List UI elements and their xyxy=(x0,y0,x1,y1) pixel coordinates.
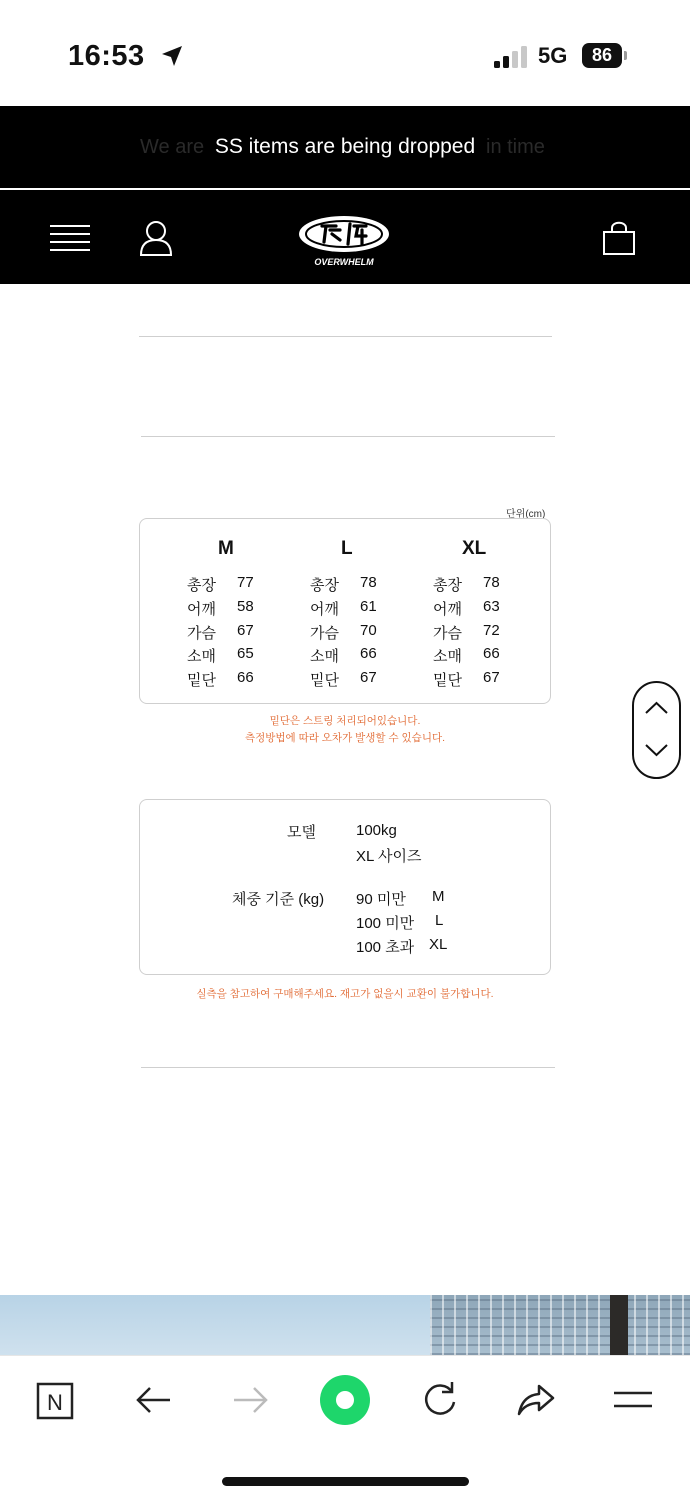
measure-label: 소매 xyxy=(187,648,216,665)
measure-value: 66 xyxy=(237,669,254,686)
measure-label: 총장 xyxy=(310,577,339,594)
naver-label: N xyxy=(47,1390,63,1415)
measure-value: 61 xyxy=(360,598,377,615)
model-info-box xyxy=(139,799,551,975)
measure-value: 65 xyxy=(237,645,254,662)
signal-icon xyxy=(494,46,528,68)
home-indicator[interactable] xyxy=(222,1477,469,1486)
measure-value: 67 xyxy=(483,669,500,686)
location-arrow-icon xyxy=(160,44,184,68)
weight-range: 90 미만 xyxy=(356,891,406,908)
size-note-line: 측정방법에 따라 오차가 발생할 수 있습니다. xyxy=(244,732,446,744)
network-type: 5G xyxy=(538,43,568,68)
size-heading-m: M xyxy=(218,538,234,559)
measure-label: 가슴 xyxy=(310,625,339,642)
content-divider xyxy=(141,1067,555,1068)
logo-text: OVERWHELM xyxy=(314,257,374,267)
announcement-bar[interactable] xyxy=(0,106,690,189)
photo-building-dark xyxy=(610,1295,628,1355)
measure-label: 어깨 xyxy=(187,601,216,618)
share-icon[interactable] xyxy=(515,1378,559,1422)
weight-range: 100 미만 xyxy=(356,915,415,932)
measure-value: 77 xyxy=(237,574,254,591)
model-size: XL 사이즈 xyxy=(356,848,422,865)
status-bar xyxy=(0,0,690,106)
weight-range: 100 초과 xyxy=(356,939,415,956)
weight-size: L xyxy=(435,912,444,929)
purchase-note: 실측을 참고하여 구매해주세요. 재고가 없을시 교환이 불가합니다. xyxy=(196,988,494,1000)
status-time: 16:53 xyxy=(68,40,145,72)
measure-label: 가슴 xyxy=(433,625,462,642)
weight-size: XL xyxy=(429,936,448,953)
measure-value: 78 xyxy=(483,574,500,591)
model-weight: 100kg xyxy=(356,822,397,839)
measure-value: 63 xyxy=(483,598,500,615)
measure-label: 소매 xyxy=(433,648,462,665)
size-note-line: 밑단은 스트링 처리되어있습니다. xyxy=(269,715,421,727)
measure-label: 어깨 xyxy=(310,601,339,618)
announcement-next-text: in time xyxy=(486,136,545,158)
measure-label: 밑단 xyxy=(310,672,339,689)
cart-icon[interactable] xyxy=(602,218,636,256)
green-dot-icon[interactable] xyxy=(319,1374,371,1426)
model-label: 모델 xyxy=(287,824,316,841)
measure-value: 66 xyxy=(360,645,377,662)
measure-value: 67 xyxy=(360,669,377,686)
size-heading-l: L xyxy=(341,538,353,559)
size-heading-xl: XL xyxy=(462,538,487,559)
reload-icon[interactable] xyxy=(418,1378,462,1422)
user-icon[interactable] xyxy=(139,220,173,256)
content-divider xyxy=(141,436,555,437)
unit-label: 단위(cm) xyxy=(506,509,546,520)
measure-label: 밑단 xyxy=(187,672,216,689)
chevron-down-icon[interactable] xyxy=(634,729,679,774)
weight-size: M xyxy=(432,888,445,905)
more-menu-icon[interactable] xyxy=(612,1378,656,1422)
site-header xyxy=(0,190,690,284)
measure-label: 가슴 xyxy=(187,625,216,642)
forward-arrow-icon[interactable] xyxy=(228,1378,272,1422)
back-arrow-icon[interactable] xyxy=(132,1378,176,1422)
naver-icon[interactable] xyxy=(34,1378,78,1422)
measure-label: 총장 xyxy=(433,577,462,594)
scroll-control xyxy=(632,681,681,779)
measure-value: 66 xyxy=(483,645,500,662)
measure-label: 밑단 xyxy=(433,672,462,689)
battery-tip xyxy=(624,51,627,60)
announcement-prev-text: We are xyxy=(140,136,205,158)
photo-building xyxy=(430,1295,690,1355)
size-notes xyxy=(0,713,690,747)
announcement-text: SS items are being dropped xyxy=(214,135,476,158)
size-chart xyxy=(139,518,551,704)
weight-guide-label: 체중 기준 (kg) xyxy=(232,891,325,908)
battery-indicator: 86 xyxy=(582,43,622,68)
measure-value: 72 xyxy=(483,622,500,639)
content-divider xyxy=(139,336,552,337)
measure-label: 소매 xyxy=(310,648,339,665)
chevron-up-icon[interactable] xyxy=(634,685,679,730)
product-photo xyxy=(0,1295,690,1355)
measure-value: 78 xyxy=(360,574,377,591)
measure-value: 58 xyxy=(237,598,254,615)
measure-label: 총장 xyxy=(187,577,216,594)
menu-icon[interactable] xyxy=(50,224,90,252)
brand-logo[interactable] xyxy=(296,212,392,268)
measure-value: 67 xyxy=(237,622,254,639)
measure-value: 70 xyxy=(360,622,377,639)
measure-label: 어깨 xyxy=(433,601,462,618)
